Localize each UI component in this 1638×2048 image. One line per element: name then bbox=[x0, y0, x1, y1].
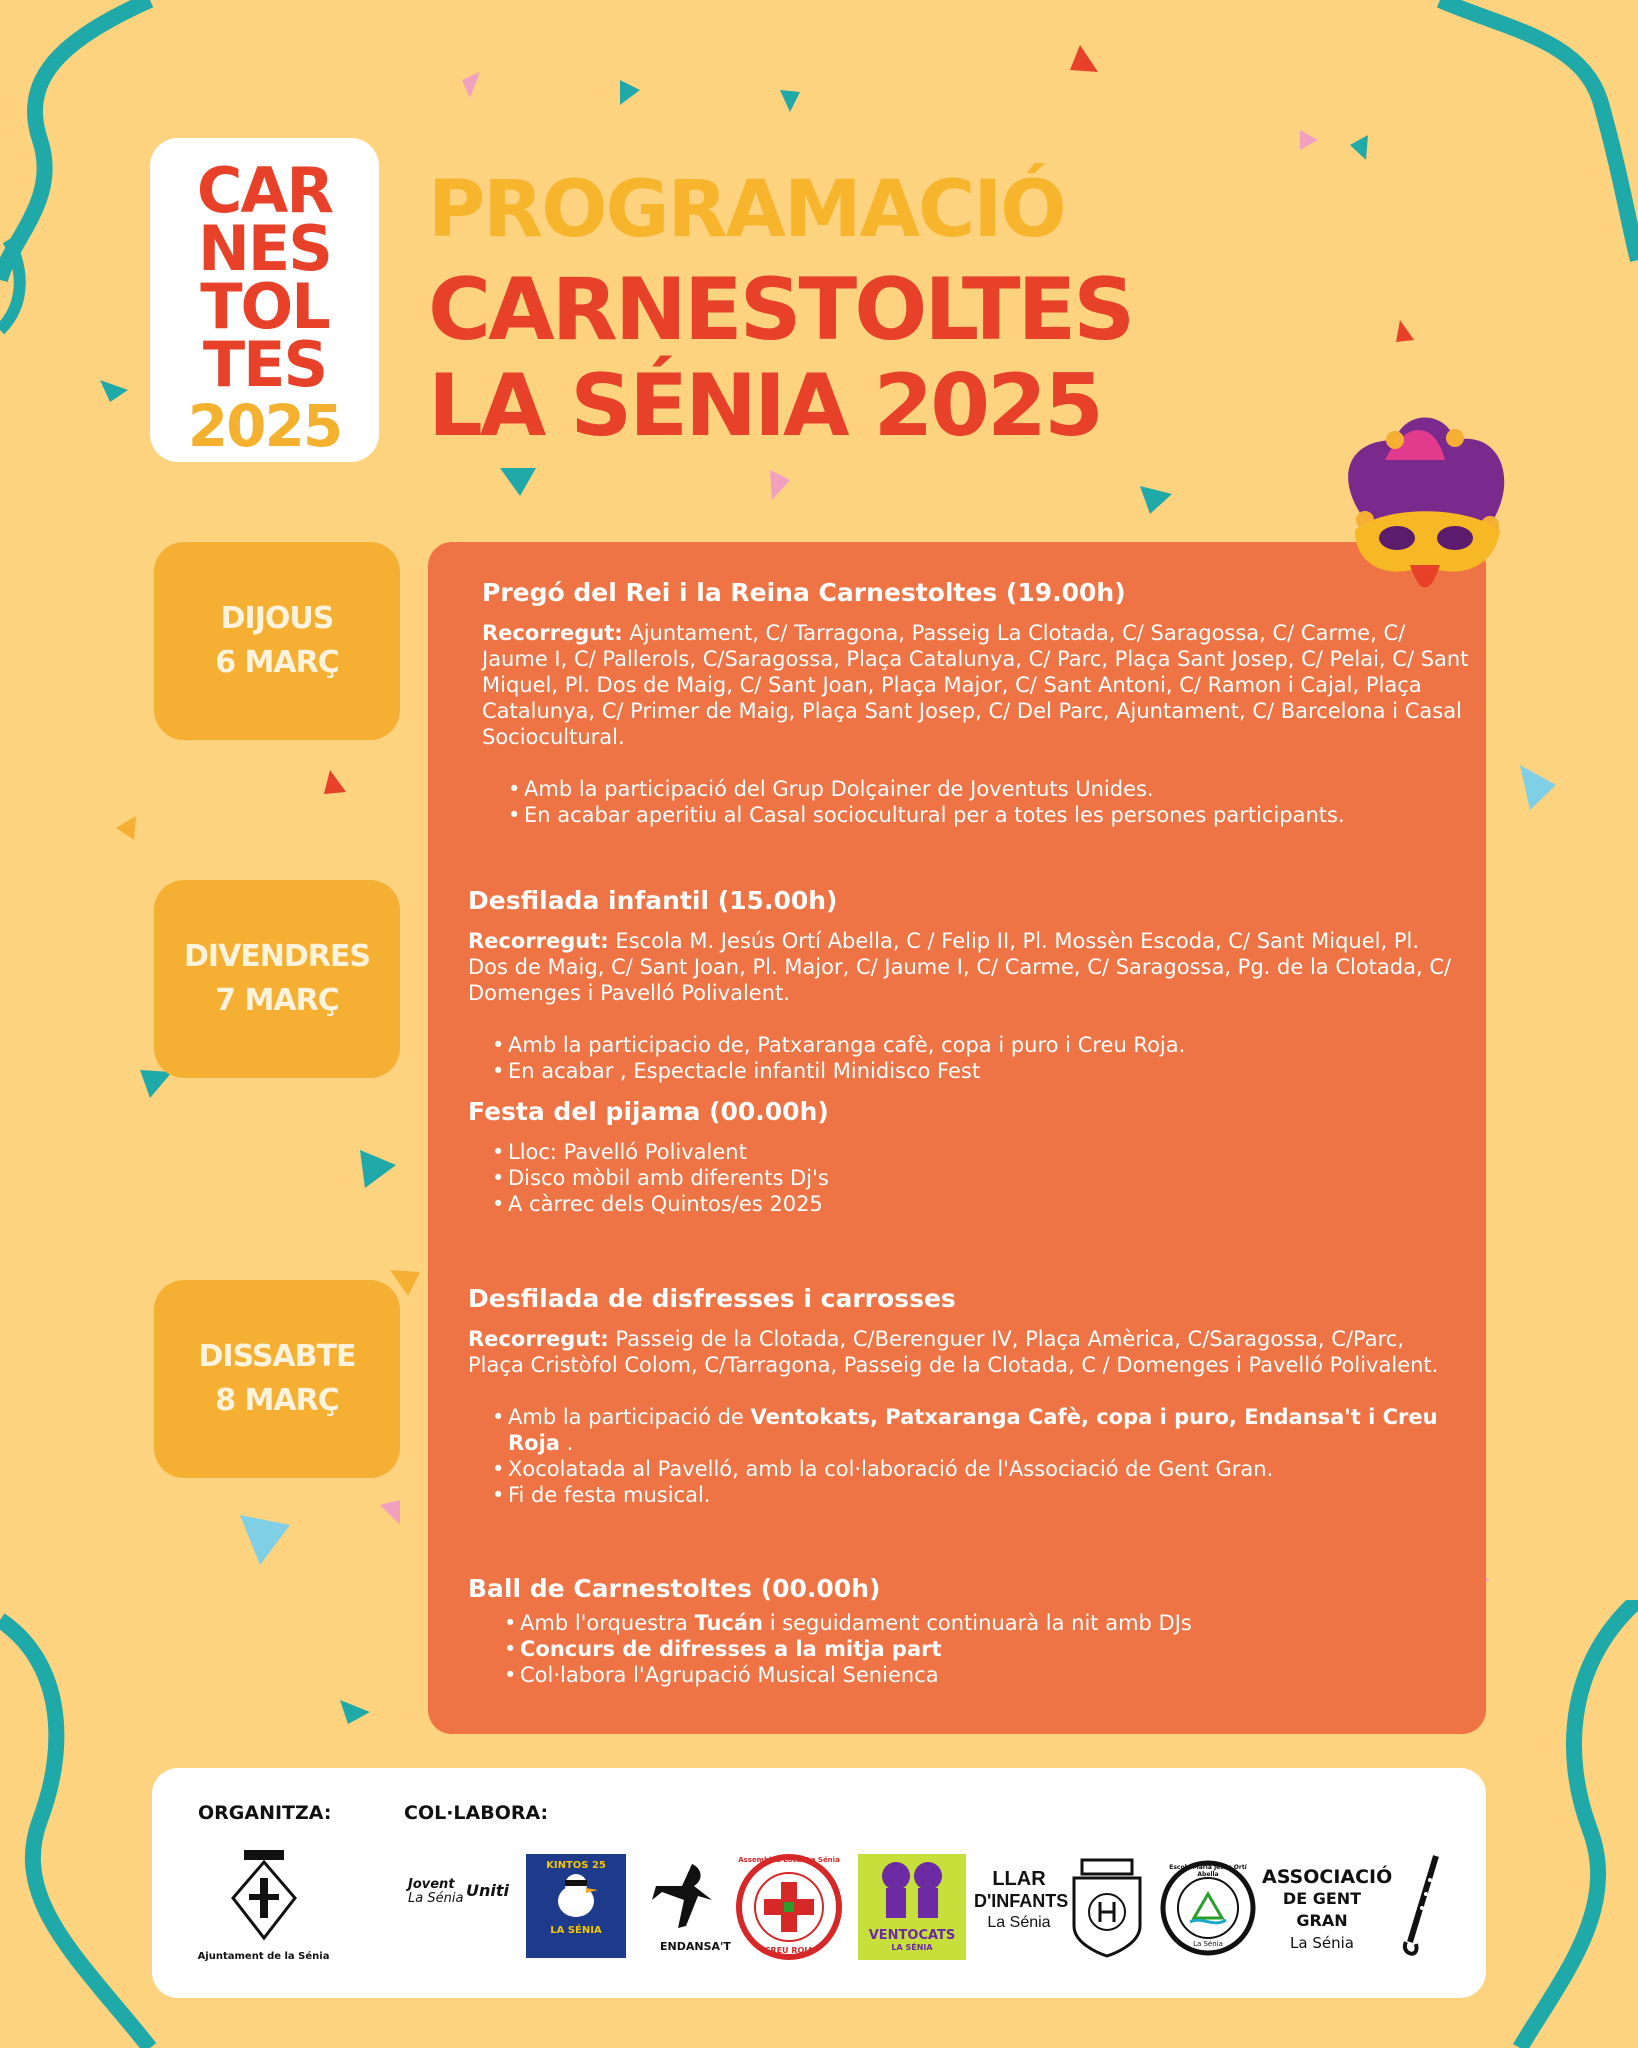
gent-line-3: La Sénia bbox=[1290, 1934, 1354, 1952]
program-panel bbox=[428, 542, 1486, 1734]
route-text: Escola M. Jesús Ortí Abella, C / Felip II, Pl. Mossèn Escoda, C/ Sant Miquel, Pl. Dos de Maig, C/ Sant Joan, Pl. Major, C/ Jaume I, C/ Carme, C/ Saragossa, Pg. de la Clotada, C/ Domenges i Pavelló Polivalent. bbox=[468, 929, 1452, 1005]
bullet-item: • En acabar , Espectacle infantil Minidisco Fest bbox=[486, 1058, 1458, 1084]
day-box-saturday bbox=[154, 1280, 400, 1478]
dancer-icon bbox=[642, 1856, 722, 1936]
event-festa-pijama bbox=[468, 1095, 1458, 1217]
route-label: Recorregut: bbox=[482, 621, 623, 645]
day-box-thursday bbox=[154, 542, 400, 740]
escola-logo bbox=[1160, 1860, 1256, 1956]
ventocats-sub: LA SÉNIA bbox=[891, 1943, 933, 1952]
escola-name: Escola Maria Jesús Ortí Abella bbox=[1169, 1864, 1247, 1878]
escola-sub: La Sénia bbox=[1193, 1940, 1223, 1948]
event-ball-carnestoltes bbox=[468, 1572, 1458, 1688]
organitza-label: ORGANITZA: bbox=[198, 1802, 332, 1824]
sponsors-footer bbox=[152, 1768, 1486, 1998]
bullet-item bbox=[498, 1636, 1458, 1662]
event-desfilada-disfresses bbox=[468, 1282, 1458, 1508]
red-cross-icon bbox=[736, 1854, 842, 1960]
gent-gran-logo bbox=[1262, 1866, 1393, 1956]
event-title: Desfilada de disfresses i carrosses bbox=[468, 1284, 956, 1313]
bullet-item: • Col·labora l'Agrupació Musical Senienca bbox=[498, 1662, 1458, 1688]
bullet-item: • Lloc: Pavelló Polivalent bbox=[486, 1139, 1458, 1165]
bullet-bold: Concurs de difresses a la mitja part bbox=[520, 1637, 942, 1661]
carnestoltes-logo bbox=[152, 140, 377, 460]
day-date: 6 MARÇ bbox=[215, 645, 339, 680]
jovent-word: Jovent bbox=[408, 1877, 455, 1892]
creu-roja-logo bbox=[736, 1854, 842, 1960]
jovent-sub: La Sénia bbox=[408, 1891, 464, 1906]
day-weekday: DIJOUS bbox=[220, 601, 334, 636]
day-date: 8 MARÇ bbox=[215, 1383, 339, 1418]
event-route bbox=[468, 1326, 1458, 1378]
agrupacio-musical-logo bbox=[1064, 1856, 1150, 1960]
day-weekday: DIVENDRES bbox=[184, 939, 370, 974]
kintos-logo bbox=[526, 1854, 626, 1958]
event-route bbox=[482, 620, 1472, 750]
ajuntament-name: Ajuntament de la Sénia bbox=[197, 1951, 330, 1962]
title-line-1: CARNESTOLTES bbox=[428, 260, 1133, 360]
event-route bbox=[468, 928, 1458, 1006]
route-label: Recorregut: bbox=[468, 1327, 609, 1351]
jester-mask-icon bbox=[1325, 400, 1525, 630]
bullet-item: • En acabar aperitiu al Casal sociocultural per a totes les persones participants. bbox=[502, 802, 1472, 828]
creu-roja-bottom: CREU ROJA bbox=[764, 1946, 814, 1955]
day-box-friday bbox=[154, 880, 400, 1078]
cats-icon bbox=[872, 1854, 952, 1924]
kintos-title: KINTOS 25 bbox=[546, 1860, 606, 1871]
bullet-text: i seguidament continuarà la nit amb DJs bbox=[763, 1611, 1192, 1635]
duck-icon bbox=[550, 1871, 602, 1921]
bullet-text: . bbox=[559, 1431, 574, 1455]
title-line-2: LA SÉNIA 2025 bbox=[428, 356, 1101, 456]
ajuntament-logo bbox=[196, 1848, 331, 1978]
jovent-word-2: Uniti bbox=[466, 1881, 509, 1900]
event-bullets bbox=[486, 1404, 1458, 1508]
event-bullets bbox=[502, 776, 1472, 828]
logo-line: CAR bbox=[196, 154, 333, 227]
bullet-item: • Fi de festa musical. bbox=[486, 1482, 1458, 1508]
bullet-item: • Amb la participació del Grup Dolçainer de Joventuts Unides. bbox=[502, 776, 1472, 802]
bullet-text: Amb la participació de bbox=[508, 1405, 751, 1429]
gent-line-1: ASSOCIACIÓ bbox=[1262, 1866, 1393, 1888]
event-bullets bbox=[498, 1610, 1458, 1688]
jovent-unides-logo bbox=[408, 1878, 508, 1938]
kintos-sub: LA SÉNIA bbox=[550, 1925, 602, 1936]
logo-year: 2025 bbox=[187, 392, 342, 460]
route-text: Passeig de la Clotada, C/Berenguer IV, Plaça Amèrica, C/Saragossa, C/Parc, Plaça Cristòfol Colom, C/Tarragona, Passeig de la Clotada, C / Domenges i Pavelló Polivalent. bbox=[468, 1327, 1439, 1377]
llar-line-2: D'INFANTS bbox=[974, 1891, 1069, 1911]
event-desfilada-infantil bbox=[468, 884, 1458, 1084]
llar-line-1: LLAR bbox=[992, 1868, 1046, 1890]
ventocats-name: VENTOCATS bbox=[868, 1928, 956, 1943]
llar-line-3: La Sénia bbox=[987, 1914, 1051, 1931]
endansat-name: ENDANSA'T bbox=[660, 1940, 731, 1953]
event-bullets bbox=[486, 1139, 1458, 1217]
day-weekday: DISSABTE bbox=[198, 1339, 356, 1374]
endansat-logo bbox=[642, 1856, 731, 1956]
event-title: Pregó del Rei i la Reina Carnestoltes (19.00h) bbox=[482, 578, 1126, 607]
logo-line: NES bbox=[198, 212, 331, 285]
logo-line: TES bbox=[202, 328, 327, 401]
event-title: Desfilada infantil (15.00h) bbox=[468, 886, 838, 915]
bullet-item: • A càrrec dels Quintos/es 2025 bbox=[486, 1191, 1458, 1217]
day-date: 7 MARÇ bbox=[215, 983, 339, 1018]
coat-of-arms-icon bbox=[229, 1848, 299, 1943]
event-title: Festa del pijama (00.00h) bbox=[468, 1097, 829, 1126]
bullet-item bbox=[486, 1404, 1458, 1456]
ventocats-logo bbox=[858, 1854, 966, 1960]
dolcaina-logo bbox=[1390, 1850, 1460, 1962]
route-label: Recorregut: bbox=[468, 929, 609, 953]
logo-line: TOL bbox=[200, 270, 329, 343]
llar-infants-logo bbox=[974, 1868, 1069, 1958]
musical-crest-icon bbox=[1064, 1856, 1150, 1960]
dolcaina-icon bbox=[1390, 1850, 1460, 1962]
event-title: Ball de Carnestoltes (00.00h) bbox=[468, 1574, 881, 1603]
bullet-text: Amb l'orquestra bbox=[520, 1611, 695, 1635]
bullet-item: • Xocolatada al Pavelló, amb la col·laboració de l'Associació de Gent Gran. bbox=[486, 1456, 1458, 1482]
route-text: Ajuntament, C/ Tarragona, Passeig La Clotada, C/ Saragossa, C/ Carme, C/ Jaume I, C/ Pallerols, C/Saragossa, Plaça Catalunya, C/ Parc, Plaça Sant Josep, C/ Pelai, C/ Sant Miquel, Pl. Dos de Maig, C/ Sant Joan, Plaça Major, C/ Sant Antoni, C/ Ramon i Cajal, Plaça Catalunya, C/ Primer de Maig, Plaça Sant Josep, C/ Del Parc, Ajuntament, C/ Barcelona i Casal Sociocultural. bbox=[482, 621, 1469, 749]
event-bullets bbox=[486, 1032, 1458, 1084]
bullet-bold: Tucán bbox=[694, 1611, 764, 1635]
bullet-item: • Disco mòbil amb diferents Dj's bbox=[486, 1165, 1458, 1191]
bullet-bold: Ventokats, Patxaranga Cafè, copa i puro, Endansa't i Creu Roja bbox=[508, 1405, 1438, 1455]
creu-roja-top: Assemblea Local La Sénia bbox=[738, 1856, 840, 1864]
event-prego bbox=[482, 576, 1472, 828]
page-title bbox=[428, 262, 1132, 454]
gent-line-2: DE GENT GRAN bbox=[1282, 1889, 1362, 1930]
programacio-heading: PROGRAMACIÓ bbox=[428, 165, 1065, 255]
bullet-item bbox=[498, 1610, 1458, 1636]
bullet-item: • Amb la participacio de, Patxaranga cafè, copa i puro i Creu Roja. bbox=[486, 1032, 1458, 1058]
collabora-label: COL·LABORA: bbox=[404, 1802, 549, 1824]
